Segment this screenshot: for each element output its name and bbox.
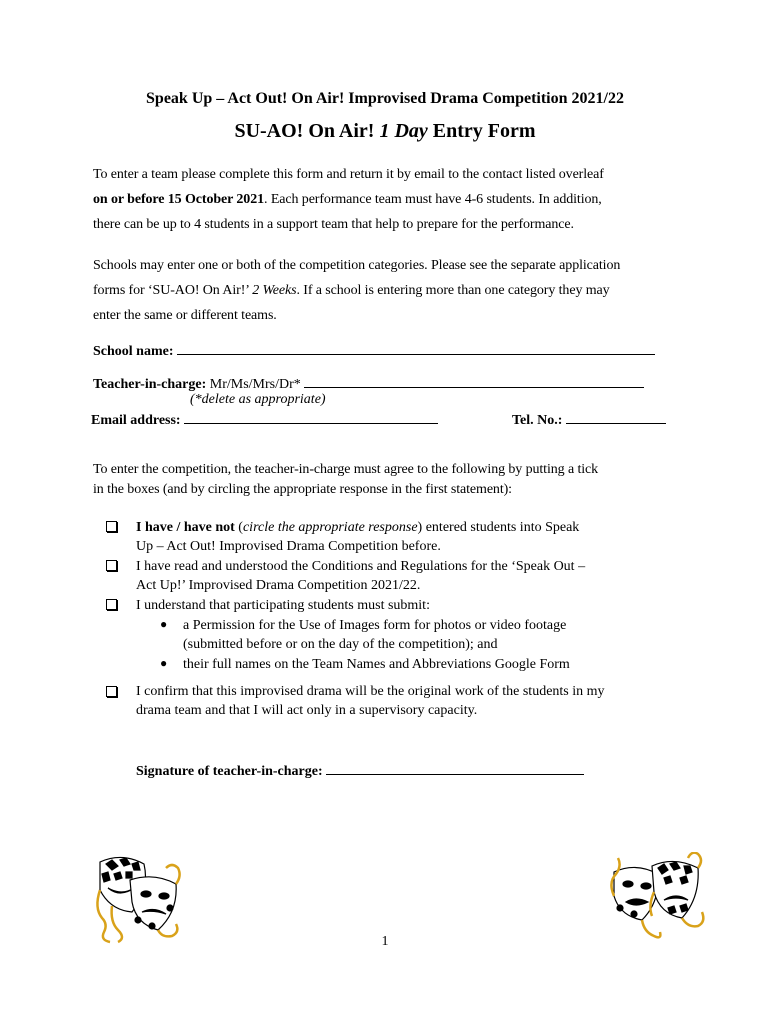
page-number: 1 <box>381 934 389 949</box>
agreement-intro <box>93 460 693 500</box>
circle-instruction: circle the appropriate response <box>242 520 418 535</box>
agreement-intro-line: in the boxes (and by circling the appropriate response in the first statement): <box>93 482 512 497</box>
bullet-icon: ● <box>160 656 168 670</box>
intro-line <box>93 278 693 303</box>
form-title-part1: SU-AO! On Air! <box>234 120 380 142</box>
statement-original-work <box>136 682 666 720</box>
statement-line: drama team and that I will act only in a supervisory capacity. <box>136 703 478 718</box>
email-field[interactable] <box>184 409 438 424</box>
drama-masks-right-icon <box>608 852 708 942</box>
teacher-titles: Mr/Ms/Mrs/Dr* <box>209 377 301 392</box>
intro-line: enter the same or different teams. <box>93 308 277 323</box>
signature-label: Signature of teacher-in-charge: <box>136 764 323 779</box>
email-label: Email address: <box>91 413 181 428</box>
intro-line: there can be up to 4 students in a support team that help to prepare for the performance. <box>93 217 574 232</box>
statement-line: I have / have not (circle the appropriate response) entered students into Speak <box>136 520 580 535</box>
form-title <box>0 120 770 143</box>
teacher-name-field[interactable] <box>304 373 644 388</box>
intro-line: To enter a team please complete this form and return it by email to the contact listed overleaf <box>93 167 604 182</box>
statement-prior-entry <box>136 518 666 556</box>
checkbox-submissions[interactable] <box>106 599 117 610</box>
intro-text: . Each performance team must have 4-6 students. In addition, <box>264 192 602 207</box>
form-title-part2: Entry Form <box>427 120 536 142</box>
form-title-italic: 1 Day <box>379 120 428 142</box>
statement-text: entered students into Speak <box>422 520 580 535</box>
intro-paragraph-2 <box>93 253 693 328</box>
statement-line: I confirm that this improvised drama will be the original work of the students in my <box>136 684 605 699</box>
bullet-icon: ● <box>160 617 168 631</box>
bullet-line: their full names on the Team Names and Abbreviations Google Form <box>183 657 570 672</box>
tel-label: Tel. No.: <box>512 413 563 428</box>
statement-line: I have read and understood the Conditions and Regulations for the ‘Speak Out – <box>136 559 586 574</box>
statement-line: I understand that participating students must submit: <box>136 598 430 613</box>
signature-row <box>136 760 584 780</box>
email-row <box>91 409 438 429</box>
tel-row <box>512 409 666 429</box>
school-name-row <box>93 340 655 360</box>
intro-text: forms for ‘SU-AO! On Air!’ <box>93 283 253 298</box>
teacher-note-text: (*delete as appropriate) <box>190 392 326 407</box>
bullet-permission <box>183 616 663 654</box>
teacher-note <box>190 392 326 408</box>
bullet-names <box>183 655 663 674</box>
school-name-field[interactable] <box>177 340 655 355</box>
teacher-label: Teacher-in-charge: <box>93 377 207 392</box>
statement-line: Act Up!’ Improvised Drama Competition 2021/22. <box>136 578 421 593</box>
intro-line: Schools may enter one or both of the competition categories. Please see the separate application <box>93 258 621 273</box>
intro-line <box>93 187 693 212</box>
bullet-line: a Permission for the Use of Images form for photos or video footage <box>183 618 567 633</box>
checkbox-prior-entry[interactable] <box>106 521 117 532</box>
signature-field[interactable] <box>326 760 584 775</box>
teacher-row <box>93 373 644 393</box>
tel-field[interactable] <box>566 409 666 424</box>
deadline-text: on or before 15 October 2021 <box>93 192 265 207</box>
intro-text: . If a school is entering more than one category they may <box>296 283 610 298</box>
agreement-intro-line: To enter the competition, the teacher-in-charge must agree to the following by putting a tick <box>93 462 599 477</box>
checkbox-original-work[interactable] <box>106 686 117 697</box>
checkbox-conditions[interactable] <box>106 560 117 571</box>
statement-submissions <box>136 596 666 615</box>
statement-line: Up – Act Out! Improvised Drama Competition before. <box>136 539 441 554</box>
competition-title: Speak Up – Act Out! On Air! Improvised Drama Competition 2021/22 <box>146 90 624 107</box>
drama-masks-left-icon <box>92 850 184 945</box>
school-name-label: School name: <box>93 344 174 359</box>
bullet-line: (submitted before or on the day of the competition); and <box>183 637 498 652</box>
have-have-not-text: I have / have not <box>136 520 235 535</box>
intro-paragraph-1 <box>93 162 693 237</box>
statement-conditions <box>136 557 666 595</box>
intro-italic: 2 Weeks <box>252 283 297 298</box>
